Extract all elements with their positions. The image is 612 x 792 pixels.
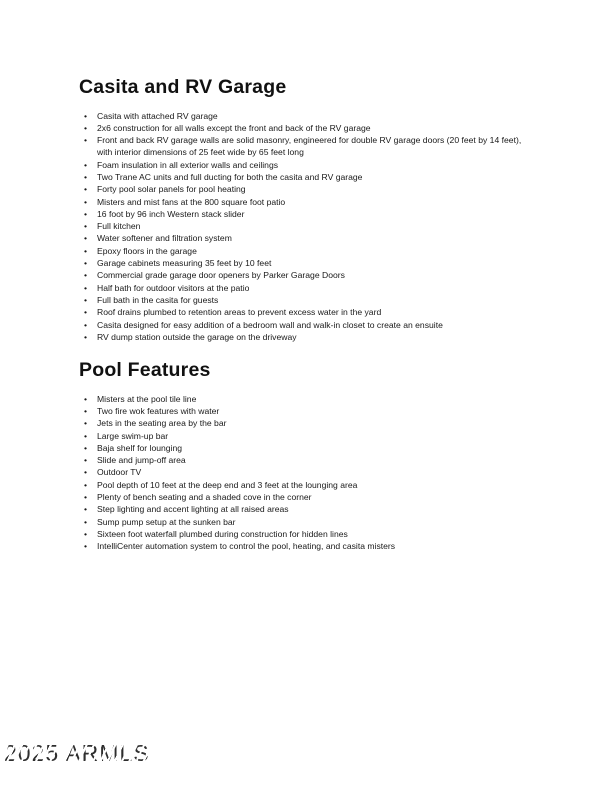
list-item: • 2x6 construction for all walls except the front and back of the RV garage bbox=[79, 122, 525, 134]
list-item: • Roof drains plumbed to retention areas to prevent excess water in the yard bbox=[79, 306, 525, 318]
list-item: • Forty pool solar panels for pool heating bbox=[79, 183, 525, 195]
list-item: • Baja shelf for lounging bbox=[79, 442, 525, 454]
bullet-list-casita-rv-garage bbox=[79, 110, 525, 344]
list-item: • Step lighting and accent lighting at all raised areas bbox=[79, 503, 525, 515]
list-item: • Casita designed for easy addition of a bedroom wall and walk-in closet to create an ensuite bbox=[79, 319, 525, 331]
document-content bbox=[79, 78, 529, 553]
list-item: • Two Trane AC units and full ducting for both the casita and RV garage bbox=[79, 171, 525, 183]
list-item: • Two fire wok features with water bbox=[79, 405, 525, 417]
list-item: • Pool depth of 10 feet at the deep end and 3 feet at the lounging area bbox=[79, 479, 525, 491]
list-item: • Water softener and filtration system bbox=[79, 232, 525, 244]
list-item: • Sixteen foot waterfall plumbed during construction for hidden lines bbox=[79, 528, 525, 540]
list-item: • Commercial grade garage door openers by Parker Garage Doors bbox=[79, 269, 525, 281]
armls-watermark: 2025 ARMLS bbox=[4, 740, 150, 766]
section-pool-features bbox=[79, 361, 529, 552]
list-item: • Large swim-up bar bbox=[79, 430, 525, 442]
list-item: • 16 foot by 96 inch Western stack slider bbox=[79, 208, 525, 220]
list-item: • Epoxy floors in the garage bbox=[79, 245, 525, 257]
list-item: • Full kitchen bbox=[79, 220, 525, 232]
list-item: • Half bath for outdoor visitors at the patio bbox=[79, 282, 525, 294]
list-item: • Full bath in the casita for guests bbox=[79, 294, 525, 306]
list-item: • Jets in the seating area by the bar bbox=[79, 417, 525, 429]
list-item: • Front and back RV garage walls are solid masonry, engineered for double RV garage doors (20 feet by 14 feet), with interior dimensions of 25 feet wide by 65 feet long bbox=[79, 134, 525, 159]
list-item: • Slide and jump-off area bbox=[79, 454, 525, 466]
bullet-list-pool-features bbox=[79, 393, 525, 553]
section-heading-pool-features: Pool Features bbox=[79, 359, 211, 382]
list-item: • Misters and mist fans at the 800 square foot patio bbox=[79, 196, 525, 208]
list-item: • Plenty of bench seating and a shaded cove in the corner bbox=[79, 491, 525, 503]
list-item: • Outdoor TV bbox=[79, 466, 525, 478]
list-item: • Casita with attached RV garage bbox=[79, 110, 525, 122]
list-item: • RV dump station outside the garage on the driveway bbox=[79, 331, 525, 343]
list-item: • Misters at the pool tile line bbox=[79, 393, 525, 405]
list-item: • Sump pump setup at the sunken bar bbox=[79, 516, 525, 528]
section-heading-casita-rv-garage: Casita and RV Garage bbox=[79, 76, 287, 98]
list-item: • Foam insulation in all exterior walls and ceilings bbox=[79, 159, 525, 171]
section-casita-rv-garage bbox=[79, 78, 529, 343]
list-item: • IntelliCenter automation system to control the pool, heating, and casita misters bbox=[79, 540, 525, 552]
list-item: • Garage cabinets measuring 35 feet by 10 feet bbox=[79, 257, 525, 269]
